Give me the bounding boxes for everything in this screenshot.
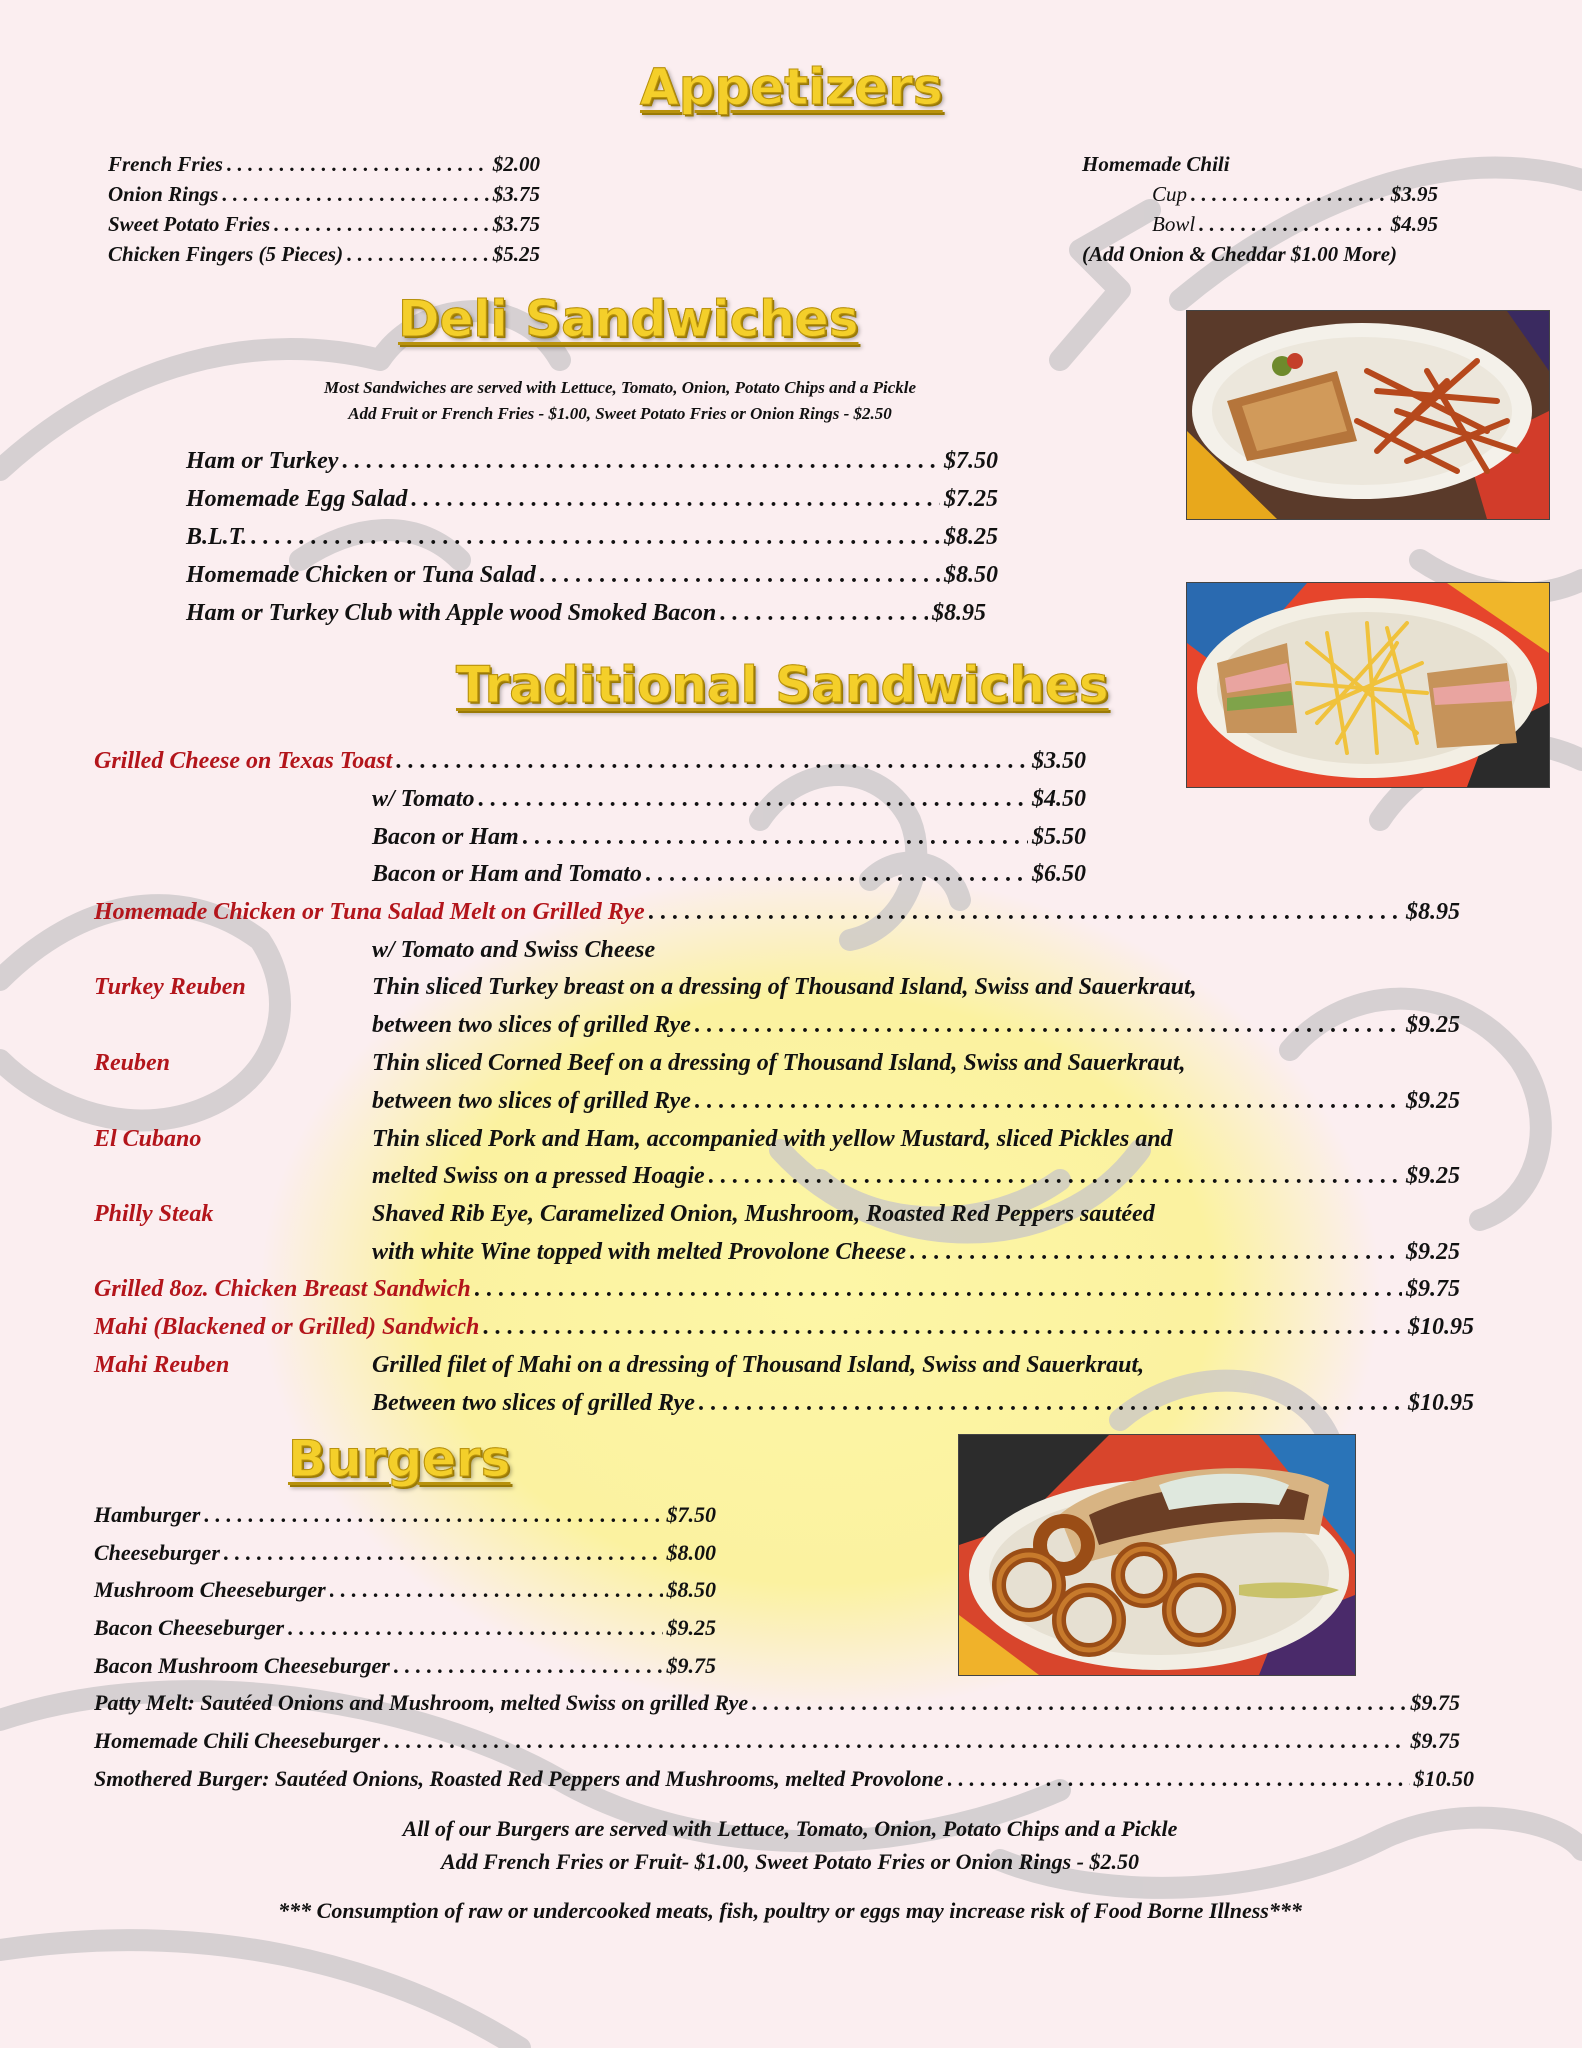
item-name: Bacon or Ham and Tomato bbox=[372, 861, 642, 887]
item-price: $4.50 bbox=[1032, 786, 1086, 812]
item-name: Homemade Chili Cheeseburger bbox=[94, 1728, 380, 1753]
item-price: $9.25 bbox=[1406, 1088, 1460, 1114]
list-item bbox=[94, 1690, 1460, 1716]
chili-note: (Add Onion & Cheddar $1.00 More) bbox=[1082, 242, 1398, 266]
list-item bbox=[372, 1239, 1460, 1266]
item-name: Mahi (Blackened or Grilled) Sandwich bbox=[94, 1314, 480, 1340]
item-name: Philly Steak bbox=[94, 1201, 214, 1227]
item-desc: Between two slices of grilled Rye bbox=[372, 1390, 695, 1416]
item-name: Mushroom Cheeseburger bbox=[94, 1577, 326, 1602]
list-item bbox=[94, 1728, 1460, 1754]
item-name: Cup bbox=[1152, 182, 1188, 206]
item-name: Homemade Egg Salad bbox=[186, 486, 408, 512]
item-name: Ham or Turkey Club with Apple wood Smoked Bacon bbox=[186, 600, 717, 626]
photo-sandwich-onion-rings bbox=[958, 1434, 1356, 1676]
burgers-note-1: All of our Burgers are served with Lettuce, Tomato, Onion, Potato Chips and a Pickle bbox=[402, 1816, 1178, 1841]
item-name: Reuben bbox=[94, 1050, 171, 1076]
item-name: El Cubano bbox=[94, 1126, 202, 1152]
list-item bbox=[94, 1577, 716, 1603]
item-name: Ham or Turkey bbox=[186, 448, 339, 474]
item-desc: Thin sliced Pork and Ham, accompanied with yellow Mustard, sliced Pickles and bbox=[372, 1126, 1173, 1152]
item-price: $3.75 bbox=[492, 212, 540, 236]
item-name: Cheeseburger bbox=[94, 1540, 220, 1565]
list-item bbox=[372, 1012, 1460, 1039]
list-item bbox=[372, 1390, 1474, 1417]
list-item bbox=[94, 1502, 716, 1528]
burgers-heading: Burgers bbox=[288, 1430, 511, 1488]
item-price: $3.95 bbox=[1390, 182, 1438, 206]
item-price: $2.00 bbox=[492, 152, 540, 176]
item-price: $10.95 bbox=[1408, 1390, 1474, 1416]
item-name: Turkey Reuben bbox=[94, 974, 246, 1000]
list-item bbox=[108, 212, 540, 237]
item-price: $9.25 bbox=[1406, 1239, 1460, 1265]
deli-note-2: Add Fruit or French Fries - $1.00, Sweet Potato Fries or Onion Rings - $2.50 bbox=[348, 404, 892, 423]
item-price: $4.95 bbox=[1390, 212, 1438, 236]
item-name: Bacon Cheeseburger bbox=[94, 1615, 285, 1640]
item-name: Homemade Chicken or Tuna Salad bbox=[186, 562, 536, 588]
list-item bbox=[108, 242, 540, 267]
item-price: $7.50 bbox=[944, 448, 998, 474]
list-item bbox=[186, 448, 998, 475]
item-name: Bacon or Ham bbox=[372, 824, 519, 850]
item-desc: Shaved Rib Eye, Caramelized Onion, Mushroom, Roasted Red Peppers sautéed bbox=[372, 1201, 1155, 1227]
item-price: $8.50 bbox=[944, 562, 998, 588]
list-item bbox=[94, 1540, 716, 1566]
list-item bbox=[372, 1088, 1460, 1115]
item-price: $9.25 bbox=[1406, 1012, 1460, 1038]
item-price: $8.95 bbox=[1406, 899, 1460, 925]
deli-heading: Deli Sandwiches bbox=[398, 290, 859, 348]
item-price: $9.25 bbox=[1406, 1163, 1460, 1189]
list-item bbox=[94, 748, 1086, 775]
item-name: Onion Rings bbox=[108, 182, 219, 206]
list-item bbox=[1152, 212, 1438, 237]
item-name: Patty Melt: Sautéed Onions and Mushroom, melted Swiss on grilled Rye bbox=[94, 1690, 749, 1715]
traditional-heading: Traditional Sandwiches bbox=[456, 656, 1109, 714]
item-price: $9.75 bbox=[666, 1653, 716, 1678]
item-price: $3.75 bbox=[492, 182, 540, 206]
item-price: $3.50 bbox=[1032, 748, 1086, 774]
item-name: Bowl bbox=[1152, 212, 1196, 236]
item-price: $6.50 bbox=[1032, 861, 1086, 887]
item-price: $8.25 bbox=[944, 524, 998, 550]
item-price: $10.95 bbox=[1408, 1314, 1474, 1340]
list-item bbox=[94, 1653, 716, 1679]
item-price: $7.50 bbox=[666, 1502, 716, 1527]
item-name: Mahi Reuben bbox=[94, 1352, 230, 1378]
list-item bbox=[108, 182, 540, 207]
list-item bbox=[372, 786, 1086, 813]
item-desc: melted Swiss on a pressed Hoagie bbox=[372, 1163, 705, 1189]
item-price: $5.25 bbox=[492, 242, 540, 266]
list-item bbox=[1152, 182, 1438, 207]
item-desc: between two slices of grilled Rye bbox=[372, 1088, 691, 1114]
item-price: $7.25 bbox=[944, 486, 998, 512]
appetizers-heading: Appetizers bbox=[640, 58, 943, 116]
item-name: Grilled Cheese on Texas Toast bbox=[94, 748, 393, 774]
item-name: Smothered Burger: Sautéed Onions, Roasted Red Peppers and Mushrooms, melted Provolone bbox=[94, 1766, 944, 1791]
photo-sandwich-sweet-potato-fries bbox=[1186, 310, 1550, 520]
item-name: French Fries bbox=[108, 152, 223, 176]
item-price: $9.25 bbox=[666, 1615, 716, 1640]
item-name: Sweet Potato Fries bbox=[108, 212, 271, 236]
item-price: $5.50 bbox=[1032, 824, 1086, 850]
list-item bbox=[372, 861, 1086, 888]
item-price: $8.50 bbox=[666, 1577, 716, 1602]
item-desc: Thin sliced Turkey breast on a dressing of Thousand Island, Swiss and Sauerkraut, bbox=[372, 974, 1197, 1000]
item-name: Homemade Chicken or Tuna Salad Melt on Grilled Rye bbox=[94, 899, 645, 925]
item-desc: Thin sliced Corned Beef on a dressing of Thousand Island, Swiss and Sauerkraut, bbox=[372, 1050, 1186, 1076]
item-desc: with white Wine topped with melted Provolone Cheese bbox=[372, 1239, 907, 1265]
list-item bbox=[94, 1766, 1474, 1792]
item-price: $10.50 bbox=[1413, 1766, 1474, 1791]
item-price: $9.75 bbox=[1406, 1276, 1460, 1302]
item-desc: between two slices of grilled Rye bbox=[372, 1012, 691, 1038]
item-price: $9.75 bbox=[1410, 1728, 1460, 1753]
burgers-note-2: Add French Fries or Fruit- $1.00, Sweet Potato Fries or Onion Rings - $2.50 bbox=[441, 1849, 1139, 1874]
list-item bbox=[372, 824, 1086, 851]
food-safety-disclaimer: *** Consumption of raw or undercooked meats, fish, poultry or eggs may increase risk of Food Borne Illness*** bbox=[278, 1898, 1302, 1923]
list-item bbox=[186, 600, 986, 627]
deli-note-1: Most Sandwiches are served with Lettuce, Tomato, Onion, Potato Chips and a Pickle bbox=[323, 378, 917, 397]
item-price: $8.00 bbox=[666, 1540, 716, 1565]
list-item bbox=[186, 486, 998, 513]
list-item bbox=[108, 152, 540, 177]
item-name: Grilled 8oz. Chicken Breast Sandwich bbox=[94, 1276, 471, 1302]
item-name: Chicken Fingers (5 Pieces) bbox=[108, 242, 344, 266]
list-item bbox=[94, 1314, 1474, 1341]
item-name: w/ Tomato bbox=[372, 786, 475, 812]
list-item bbox=[94, 1276, 1460, 1303]
item-desc: Grilled filet of Mahi on a dressing of Thousand Island, Swiss and Sauerkraut, bbox=[372, 1352, 1145, 1378]
chili-title: Homemade Chili bbox=[1082, 152, 1230, 176]
melt-sub: w/ Tomato and Swiss Cheese bbox=[372, 937, 656, 963]
item-price: $8.95 bbox=[932, 600, 986, 626]
item-name: Bacon Mushroom Cheeseburger bbox=[94, 1653, 390, 1678]
list-item bbox=[94, 1615, 716, 1641]
list-item bbox=[186, 524, 998, 551]
item-name: B.L.T. bbox=[186, 524, 248, 550]
item-name: Hamburger bbox=[94, 1502, 201, 1527]
list-item bbox=[372, 1163, 1460, 1190]
item-price: $9.75 bbox=[1410, 1690, 1460, 1715]
photo-club-sandwich-fries bbox=[1186, 582, 1550, 788]
list-item bbox=[94, 899, 1460, 926]
list-item bbox=[186, 562, 998, 589]
